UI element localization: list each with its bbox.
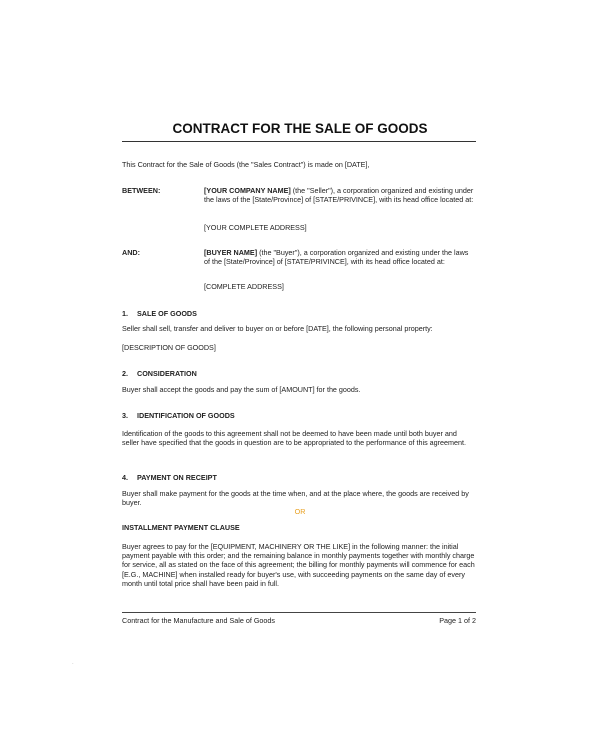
section-1-heading [122,309,197,318]
section-1-number: 1. [122,309,128,318]
seller-name: [YOUR COMPANY NAME] [204,186,291,195]
section-1-text: Seller shall sell, transfer and deliver to buyer on or before [DATE], the following personal property: [122,324,433,333]
buyer-name: [BUYER NAME] [204,248,258,257]
section-2-text: Buyer shall accept the goods and pay the sum of [AMOUNT] for the goods. [122,385,361,394]
section-2-title: CONSIDERATION [137,369,197,378]
title-divider [122,141,476,142]
section-1-goods: [DESCRIPTION OF GOODS] [122,343,216,352]
section-3-text: Identification of the goods to this agreement shall not be deemed to have been made until both buyer and seller have specified that the goods in question are to be appropriated to the performance of this agreement. [122,429,467,448]
footer-page-number: Page 1 of 2 [439,616,476,625]
buyer-description [204,248,476,266]
buyer-address: [COMPLETE ADDRESS] [204,282,284,291]
and-label: AND: [122,248,140,257]
seller-description [204,186,476,204]
section-4-heading [122,473,217,482]
section-2-number: 2. [122,369,128,378]
footer-divider [122,612,476,613]
seller-address: [YOUR COMPLETE ADDRESS] [204,223,307,232]
installment-text: Buyer agrees to pay for the [EQUIPMENT, MACHINERY OR THE LIKE] in the following manner: the initial payment payable with this order; and the remaining balance in monthly payments together with monthly charge for service, all as stated on the face of this agreement; the billing for monthly payments will commence for each [E.G., MACHINE] when installed ready for buyer's use, with succeeding payments on the same day of every month until total price shall have been paid in full. [122,542,475,588]
footer-document-title: Contract for the Manufacture and Sale of Goods [122,616,276,625]
seller-details: (the "Seller"), a corporation organized and existing under the laws of the [State/Province] of [STATE/PRIVINCE], with its head office located at: [204,186,474,205]
section-3-heading [122,411,235,420]
buyer-details: (the "Buyer"), a corporation organized and existing under the laws of the [State/Province] of [STATE/PRIVINCE], with its head office located at: [204,248,469,267]
installment-heading: INSTALLMENT PAYMENT CLAUSE [122,523,240,532]
document-title: CONTRACT FOR THE SALE OF GOODS [172,121,428,136]
section-2-heading [122,369,197,378]
intro-paragraph: This Contract for the Sale of Goods (the "Sales Contract") is made on [DATE], [122,160,370,169]
section-4-text: Buyer shall make payment for the goods at the time when, and at the place where, the goods are received by buyer. [122,489,469,508]
section-4-number: 4. [122,473,128,482]
section-1-title: SALE OF GOODS [137,309,197,318]
stray-mark: . [72,660,74,666]
section-3-title: IDENTIFICATION OF GOODS [137,411,235,420]
section-3-number: 3. [122,411,128,420]
section-4-title: PAYMENT ON RECEIPT [137,473,217,482]
between-label: BETWEEN: [122,186,161,195]
or-separator: OR [294,507,306,516]
